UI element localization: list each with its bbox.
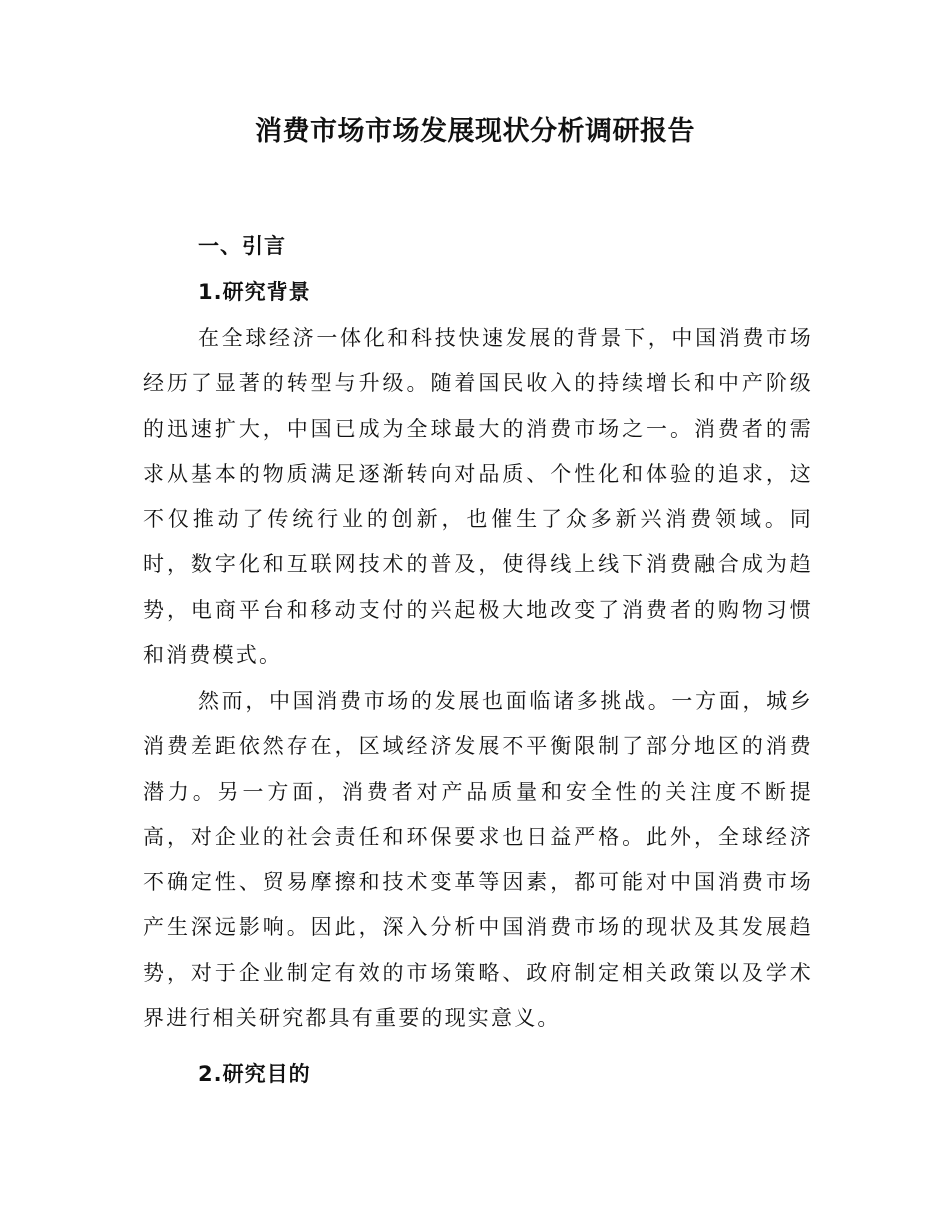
subsection-heading-research-purpose: 2.研究目的 [198, 1062, 311, 1086]
paragraph-background-2: 然而，中国消费市场的发展也面临诸多挑战。一方面，城乡消费差距依然存在，区域经济发展不平衡限制了部分地区的消费潜力。另一方面，消费者对产品质量和安全性的关注度不断提高，对企业的社会责任和环保要求也日益严格。此外，全球经济不确定性、贸易摩擦和技术变革等因素，都可能对中国消费市场产生深远影响。因此，深入分析中国消费市场的现状及其发展趋势，对于企业制定有效的市场策略、政府制定相关政策以及学术界进行相关研究都具有重要的现实意义。 [143, 689, 813, 1031]
document-title: 消费市场市场发展现状分析调研报告 [255, 116, 695, 147]
subsection-heading-research-background: 1.研究背景 [198, 280, 311, 304]
section-heading-introduction: 一、引言 [198, 234, 286, 258]
paragraph-background-1: 在全球经济一体化和科技快速发展的背景下，中国消费市场经历了显著的转型与升级。随着国民收入的持续增长和中产阶级的迅速扩大，中国已成为全球最大的消费市场之一。消费者的需求从基本的物质满足逐渐转向对品质、个性化和体验的追求，这不仅推动了传统行业的创新，也催生了众多新兴消费领域。同时，数字化和互联网技术的普及，使得线上线下消费融合成为趋势，电商平台和移动支付的兴起极大地改变了消费者的购物习惯和消费模式。 [143, 326, 813, 668]
